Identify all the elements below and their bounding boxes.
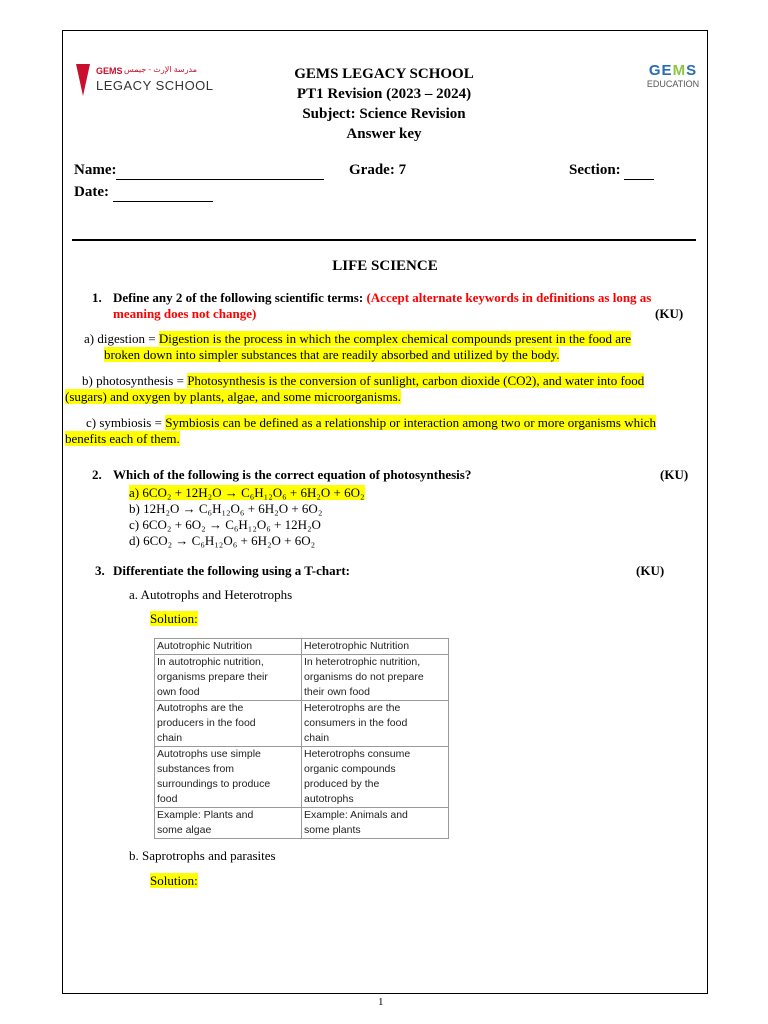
logo-school-name: LEGACY SCHOOL	[96, 78, 214, 93]
q1-b-answer-line2-row	[65, 389, 401, 405]
logo-emblem-icon	[76, 64, 90, 96]
q1-b-label: b) photosynthesis =	[82, 373, 188, 388]
t-chart-table	[154, 638, 449, 839]
header-divider	[72, 239, 696, 241]
education-label: EDUCATION	[646, 79, 700, 89]
t-chart-cell-heterotrophs: In heterotrophic nutrition, organisms do not prepare their own food	[302, 655, 449, 701]
q3-part-a-label: a. Autotrophs and Heterotrophs	[129, 587, 293, 602]
q3-number: 3.	[95, 563, 105, 578]
q1-a-answer-line2: broken down into simpler substances that are readily absorbed and utilized by the body.	[104, 347, 560, 362]
section-label: Section:	[569, 162, 621, 178]
q3-solution-a-row	[150, 611, 198, 627]
q1-b-answer-line2: (sugars) and oxygen by plants, algae, and some microorganisms.	[65, 389, 401, 404]
page-number: 1	[378, 996, 384, 1008]
q2-option-a-row	[129, 485, 365, 501]
q3-part-b-label: b. Saprotrophs and parasites	[129, 848, 276, 863]
q3-solution-b: Solution:	[150, 873, 198, 888]
q1-tag: (KU)	[655, 306, 684, 321]
revision-title: PT1 Revision (2023 – 2024)	[296, 86, 472, 102]
t-chart-cell-heterotrophs: Heterotrophs are the consumers in the food chain	[302, 701, 449, 747]
q1-answer-b	[82, 373, 708, 389]
name-label: Name:	[74, 162, 117, 178]
q3-tag: (KU)	[636, 563, 665, 578]
q2-option-a: a) 6CO₂ + 12H₂O → C₆H₁₂O₆ + 6H₂O + 6O₂	[129, 485, 365, 500]
q1-b-answer-line1: Photosynthesis is the conversion of sunlight, carbon dioxide (CO2), and water into food	[187, 373, 645, 388]
q1-answer-a	[84, 331, 704, 347]
legacy-school-logo	[74, 64, 214, 100]
t-chart-cell-autotrophs: Example: Plants and some algae	[155, 808, 302, 839]
logo-brand: GEMS	[96, 66, 123, 76]
date-label: Date:	[74, 184, 109, 200]
q1-note-a: (Accept alternate keywords in definitions as long as	[366, 290, 652, 305]
t-chart-row	[155, 701, 449, 747]
section-field	[569, 162, 654, 180]
q3-text: Differentiate the following using a T-chart:	[113, 563, 350, 578]
q1-prompt	[113, 290, 703, 306]
q3-solution-b-row	[150, 873, 198, 889]
subject-title: Subject: Science Revision	[302, 106, 466, 122]
t-chart-row	[155, 747, 449, 808]
t-chart-cell-autotrophs: Autotrophs use simple substances from surroundings to produce food	[155, 747, 302, 808]
school-name: GEMS LEGACY SCHOOL	[294, 66, 474, 82]
q1-c-answer-line2-row	[65, 431, 180, 447]
q1-a-label: a) digestion =	[84, 331, 159, 346]
t-chart-row	[155, 808, 449, 839]
q2-text: Which of the following is the correct equation of photosynthesis?	[113, 467, 472, 482]
q1-c-answer-line1: Symbiosis can be defined as a relationship or interaction among two or more organisms which	[165, 415, 656, 430]
answer-key-title: Answer key	[346, 126, 422, 142]
date-field	[74, 184, 213, 202]
section-blank	[624, 162, 654, 180]
q2-number: 2.	[92, 467, 102, 482]
t-chart-cell-heterotrophs: Example: Animals and some plants	[302, 808, 449, 839]
q2-option-b: b) 12H₂O → C₆H₁₂O₆ + 6H₂O + 6O₂	[129, 501, 323, 516]
t-chart-row	[155, 655, 449, 701]
t-chart-cell-heterotrophs: Heterotrophic Nutrition	[302, 639, 449, 655]
q1-text: Define any 2 of the following scientific terms:	[113, 290, 364, 305]
q3-solution-a: Solution:	[150, 611, 198, 626]
q2-tag: (KU)	[660, 467, 689, 482]
t-chart-cell-autotrophs: In autotrophic nutrition, organisms prepare their own food	[155, 655, 302, 701]
t-chart-cell-autotrophs: Autotrophs are the producers in the food chain	[155, 701, 302, 747]
q1-a-answer-line1: Digestion is the process in which the complex chemical compounds present in the food are	[158, 331, 632, 346]
t-chart	[154, 638, 449, 839]
q1-answer-c	[86, 415, 708, 431]
document-title	[200, 64, 568, 144]
t-chart-header-row	[155, 639, 449, 655]
t-chart-cell-heterotrophs: Heterotrophs consume organic compounds produced by the autotrophs	[302, 747, 449, 808]
name-blank	[116, 162, 324, 180]
grade-field: Grade: 7	[349, 162, 407, 178]
t-chart-cell-autotrophs: Autotrophic Nutrition	[155, 639, 302, 655]
q1-number: 1.	[92, 290, 102, 305]
gems-education-logo	[640, 62, 706, 96]
name-field	[74, 162, 324, 180]
q2-option-d: d) 6CO₂ → C₆H₁₂O₆ + 6H₂O + 6O₂	[129, 533, 316, 548]
q1-c-answer-line2: benefits each of them.	[65, 431, 180, 446]
q2-option-c: c) 6CO₂ + 6O₂ → C₆H₁₂O₆ + 12H₂O	[129, 517, 321, 532]
section-title: LIFE SCIENCE	[332, 258, 438, 274]
logo-arabic-text: مدرسة الإرث - جيمس	[124, 65, 198, 74]
gems-wordmark: GEMS	[648, 62, 698, 79]
q1-note-b: meaning does not change)	[113, 306, 257, 321]
q1-c-label: c) symbiosis =	[86, 415, 166, 430]
q1-a-answer-line2-row	[104, 347, 559, 363]
date-blank	[113, 184, 213, 202]
